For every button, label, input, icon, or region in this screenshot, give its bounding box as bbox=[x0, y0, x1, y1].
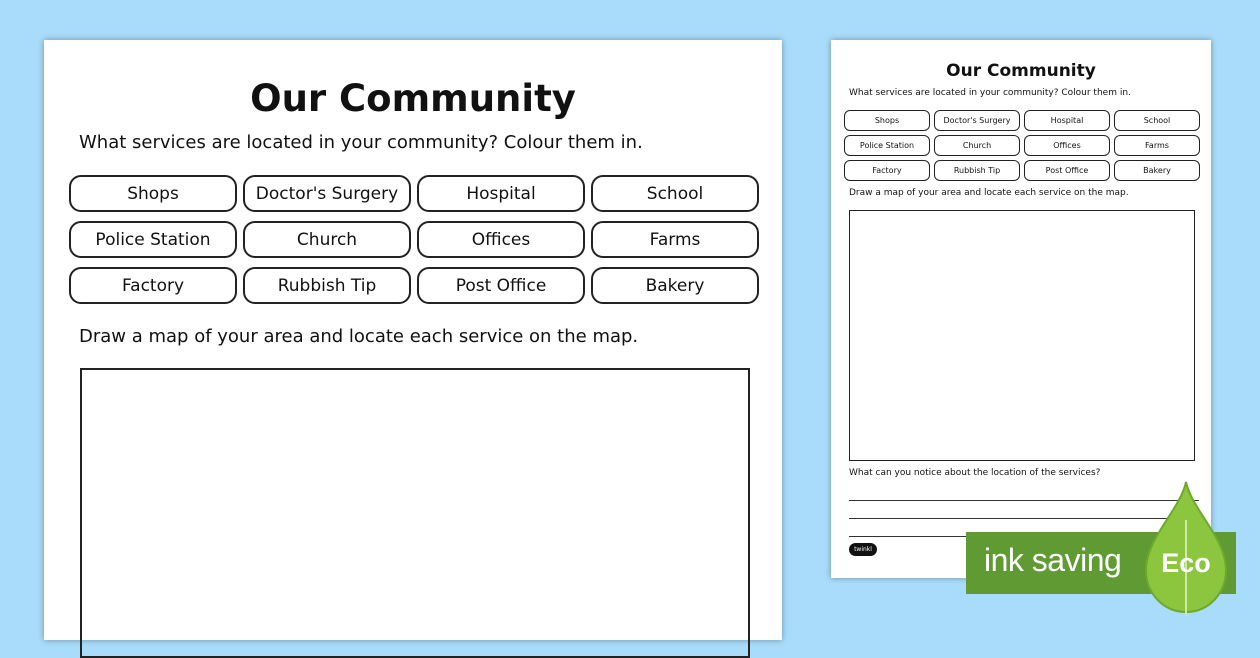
eco-badge-text: Eco bbox=[1161, 548, 1211, 578]
map-drawing-area-small bbox=[849, 210, 1195, 461]
service-box-shops-small: Shops bbox=[844, 110, 930, 131]
service-box-hospital-small: Hospital bbox=[1024, 110, 1110, 131]
service-box-police-station-small: Police Station bbox=[844, 135, 930, 156]
worksheet-preview-large bbox=[44, 40, 782, 640]
service-box-school-small: School bbox=[1114, 110, 1200, 131]
service-box-shops: Shops bbox=[69, 175, 237, 212]
service-box-offices-small: Offices bbox=[1024, 135, 1110, 156]
map-drawing-area bbox=[80, 368, 750, 658]
service-box-church: Church bbox=[243, 221, 411, 258]
service-box-post-office-small: Post Office bbox=[1024, 160, 1110, 181]
service-box-school: School bbox=[591, 175, 759, 212]
map-instruction: Draw a map of your area and locate each service on the map. bbox=[79, 326, 639, 347]
service-box-bakery: Bakery bbox=[591, 267, 759, 304]
service-box-farms-small: Farms bbox=[1114, 135, 1200, 156]
service-box-church-small: Church bbox=[934, 135, 1020, 156]
service-box-doctors-surgery-small: Doctor's Surgery bbox=[934, 110, 1020, 131]
services-question: What services are located in your community? Colour them in. bbox=[79, 132, 643, 153]
service-box-hospital: Hospital bbox=[417, 175, 585, 212]
twinkl-logo: twinkl bbox=[849, 543, 877, 556]
service-box-farms: Farms bbox=[591, 221, 759, 258]
eco-drop-icon bbox=[1140, 480, 1232, 620]
service-box-factory-small: Factory bbox=[844, 160, 930, 181]
service-box-police-station: Police Station bbox=[69, 221, 237, 258]
ink-saving-label: ink saving bbox=[984, 542, 1122, 578]
services-question-small: What services are located in your community? Colour them in. bbox=[849, 88, 1131, 98]
service-box-doctors-surgery: Doctor's Surgery bbox=[243, 175, 411, 212]
service-box-factory: Factory bbox=[69, 267, 237, 304]
service-box-rubbish-tip: Rubbish Tip bbox=[243, 267, 411, 304]
notice-question: What can you notice about the location of the services? bbox=[849, 468, 1101, 478]
map-instruction-small: Draw a map of your area and locate each service on the map. bbox=[849, 188, 1129, 198]
service-box-bakery-small: Bakery bbox=[1114, 160, 1200, 181]
worksheet-title: Our Community bbox=[250, 77, 576, 120]
worksheet-title-small: Our Community bbox=[946, 61, 1096, 81]
services-grid bbox=[69, 175, 759, 304]
service-box-rubbish-tip-small: Rubbish Tip bbox=[934, 160, 1020, 181]
services-grid-small bbox=[844, 110, 1200, 181]
service-box-post-office: Post Office bbox=[417, 267, 585, 304]
service-box-offices: Offices bbox=[417, 221, 585, 258]
